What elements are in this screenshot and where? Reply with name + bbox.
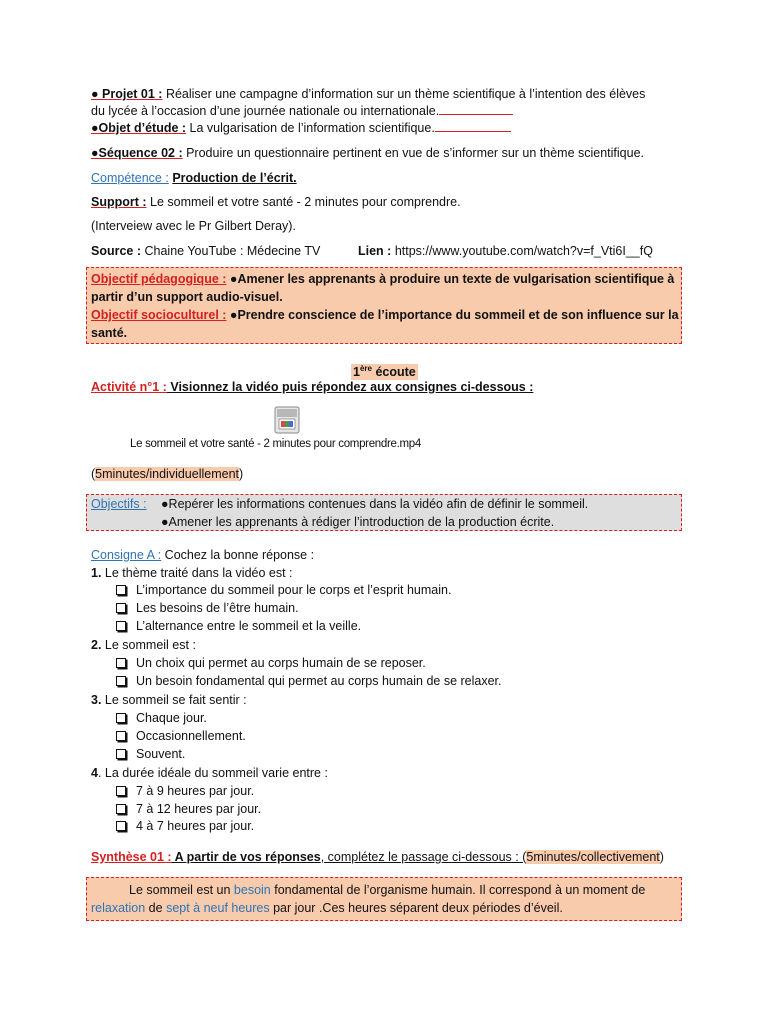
lien-label: Lien : [358, 244, 392, 258]
projet-text-2: du lycée à l’occasion d’une journée nationale ou internationale. [91, 104, 440, 118]
answer-word: relaxation [91, 901, 146, 915]
passage-box [86, 877, 682, 921]
lien-line [358, 243, 653, 260]
option-item[interactable] [116, 618, 361, 635]
objectifs-box [86, 267, 682, 344]
lien-url[interactable]: https://www.youtube.com/watch?v=f_Vti6I__fQ [391, 244, 653, 258]
synthese-bold: A partir de vos réponses [171, 850, 321, 864]
option-label: 7 à 12 heures par jour. [136, 802, 262, 816]
passage-line-2 [91, 899, 563, 917]
checkbox[interactable] [116, 603, 126, 613]
option-item[interactable] [116, 710, 207, 727]
option-label: Occasionnellement. [136, 729, 246, 743]
question-text: . La durée idéale du sommeil varie entre : [97, 766, 328, 780]
checkbox[interactable] [116, 731, 126, 741]
synthese-label: Synthèse 01 : [91, 850, 172, 864]
option-item[interactable] [116, 801, 261, 818]
support-line [91, 194, 461, 211]
timing-individuel-text: 5minutes/individuellement [95, 467, 240, 481]
option-item[interactable] [116, 600, 299, 617]
checkbox[interactable] [116, 804, 126, 814]
competence-label: Compétence : [91, 171, 169, 185]
passage-text: Le sommeil est un [129, 883, 234, 897]
objectifs-label [91, 495, 147, 513]
checkbox[interactable] [116, 749, 126, 759]
video-file-name[interactable]: Le sommeil et votre santé - 2 minutes pour comprendre.mp4 [130, 438, 421, 450]
answer-blank [439, 113, 513, 115]
source-label: Source : [91, 244, 142, 258]
checkbox[interactable] [116, 585, 126, 595]
ecoute-text: écoute [371, 365, 416, 380]
support-label: Support : [91, 195, 147, 209]
video-file-icon[interactable] [272, 405, 302, 435]
objet-line [91, 120, 511, 137]
competence-line [91, 170, 297, 187]
projet-text: Réaliser une campagne d’information sur un thème scientifique à l’intention des élèves [162, 87, 646, 101]
support-text: Le sommeil et votre santé - 2 minutes pour comprendre. [146, 195, 461, 209]
question-3 [91, 692, 247, 709]
option-item[interactable] [116, 746, 185, 763]
interview-line: (Interveiew avec le Pr Gilbert Deray). [91, 219, 296, 233]
passage-line-1 [129, 881, 645, 899]
synthese-timing: 5minutes/collectivement [526, 850, 660, 864]
answer-word: besoin [233, 883, 271, 897]
activite-line [91, 379, 533, 396]
option-item[interactable] [116, 582, 451, 599]
objectif-item: ●Repérer les informations contenues dans la vidéo afin de définir le sommeil. [161, 497, 589, 511]
question-text: Le sommeil se fait sentir : [101, 693, 247, 707]
projet-line-2 [91, 103, 513, 120]
projet-line [91, 86, 645, 103]
question-text: Le thème traité dans la vidéo est : [101, 566, 293, 580]
checkbox[interactable] [116, 676, 126, 686]
sequence-text: Produire un questionnaire pertinent en vue de s’informer sur un thème scientifique. [182, 146, 645, 160]
option-item[interactable] [116, 728, 246, 745]
passage-text: fondamental de l’organisme humain. Il correspond à un moment de [270, 883, 646, 897]
objectif-peda-label: Objectif pédagogique : [91, 272, 227, 286]
synthese-close: ) [659, 850, 664, 864]
objectif-peda-text: ●Amener les apprenants à produire un texte de vulgarisation scientifique à [226, 272, 675, 286]
consigne-label: Consigne A : [91, 548, 162, 562]
source-line [91, 243, 320, 260]
synthese-rest: , complétez le passage ci-dessous : ( [320, 850, 527, 864]
objectif-item: ●Amener les apprenants à rédiger l’introduction de la production écrite. [161, 515, 555, 529]
option-label: Souvent. [136, 747, 186, 761]
question-num: 2. [91, 638, 102, 652]
option-item[interactable] [116, 673, 502, 690]
option-label: 4 à 7 heures par jour. [136, 819, 255, 833]
objet-text: La vulgarisation de l’information scientifique. [186, 121, 435, 135]
option-item[interactable] [116, 655, 426, 672]
question-num: 3. [91, 693, 102, 707]
objectif-peda-text-2: partir d’un support audio-visuel. [91, 290, 283, 304]
sequence-line [91, 145, 644, 162]
option-label: Un besoin fondamental qui permet au corps humain de se relaxer. [136, 674, 502, 688]
activite-text: Visionnez la vidéo puis répondez aux consignes ci-dessous : [166, 380, 534, 394]
objectif-socio-line [91, 306, 677, 324]
passage-text: de [145, 901, 167, 915]
checkbox[interactable] [116, 658, 126, 668]
question-2 [91, 637, 196, 654]
ecoute-num: 1 [353, 365, 360, 380]
option-label: Les besoins de l’être humain. [136, 601, 299, 615]
option-label: Chaque jour. [136, 711, 207, 725]
checkbox[interactable] [116, 621, 126, 631]
option-item[interactable] [116, 783, 254, 800]
consigne-line [91, 547, 314, 564]
objectif-peda-line [91, 270, 677, 288]
passage-text: par jour .Ces heures séparent deux périodes d’éveil. [269, 901, 563, 915]
option-label: L’alternance entre le sommeil et la veille. [136, 619, 362, 633]
objectif-socio-text-2: santé. [91, 326, 128, 340]
objectif-socio-text: ●Prendre conscience de l’importance du sommeil et de son influence sur la [226, 308, 679, 322]
question-num: 4 [91, 766, 98, 780]
checkbox[interactable] [116, 821, 126, 831]
question-4 [91, 765, 328, 782]
timing-individuel: (5minutes/individuellement) [91, 467, 244, 481]
source-text: Chaine YouTube : Médecine TV [141, 244, 321, 258]
option-label: 7 à 9 heures par jour. [136, 784, 255, 798]
competence-text: Production de l’écrit. [172, 171, 297, 185]
checkbox[interactable] [116, 713, 126, 723]
question-1 [91, 565, 293, 582]
objet-label: ●Objet d’étude : [91, 121, 187, 135]
objectifs-label-text: Objectifs : [91, 497, 147, 511]
question-num: 1. [91, 566, 102, 580]
option-label: Un choix qui permet au corps humain de se reposer. [136, 656, 426, 670]
activite-label: Activité n°1 : [91, 380, 167, 394]
ecoute-heading [351, 360, 418, 381]
checkbox[interactable] [116, 786, 126, 796]
sequence-label: ●Séquence 02 : [91, 146, 183, 160]
synthese-line [91, 849, 664, 866]
consigne-text: Cochez la bonne réponse : [161, 548, 315, 562]
option-label: L’importance du sommeil pour le corps et l’esprit humain. [136, 583, 452, 597]
option-item[interactable] [116, 818, 254, 835]
answer-blank [435, 130, 511, 132]
answer-word: sept à neuf heures [166, 901, 270, 915]
projet-label: ● Projet 01 : [91, 87, 163, 101]
objectifs-gray-box [86, 494, 682, 531]
ecoute-sup: ère [359, 364, 372, 373]
question-text: Le sommeil est : [101, 638, 196, 652]
objectif-socio-label: Objectif socioculturel : [91, 308, 227, 322]
